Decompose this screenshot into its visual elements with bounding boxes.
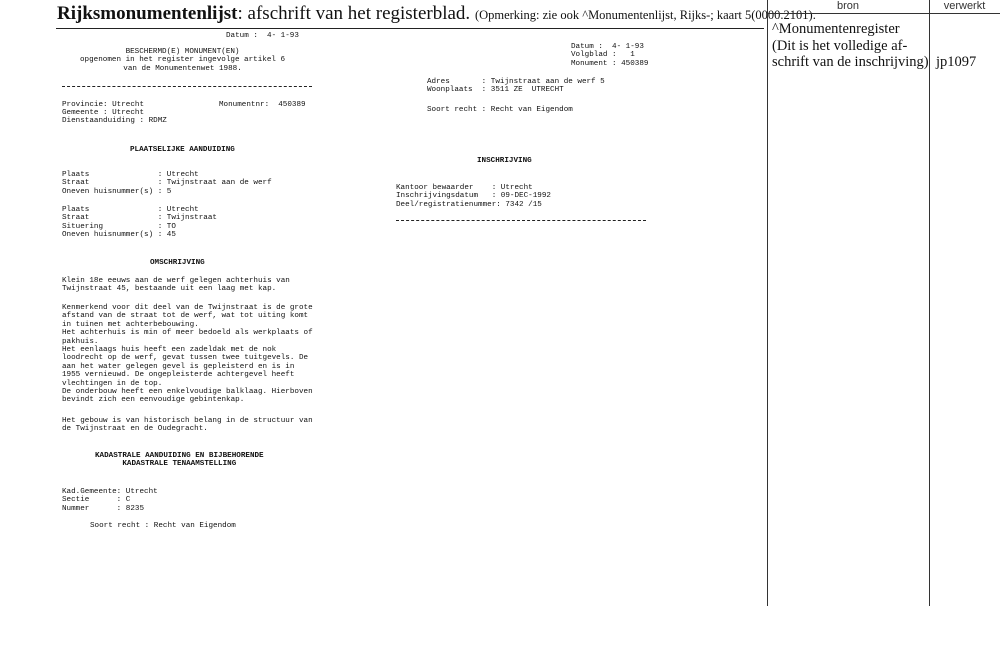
adres-block: Adres : Twijnstraat aan de werf 5 Woonplaats : 3511 ZE UTRECHT [427,78,605,95]
right-header-block: Datum : 4- 1-93 Volgblad : 1 Monument : 450389 [571,43,649,68]
plaatselijke-block-1: Plaats : Utrecht Straat : Twijnstraat aan de werf Oneven huisnummer(s) : 5 [62,171,272,196]
kadastrale-block: Kad.Gemeente: Utrecht Sectie : C Nummer : 8235 [62,488,158,513]
right-separator [396,220,646,221]
bron-text: ^Monumentenregister (Dit is het volledige af- schrift van de inschrijving) [772,21,929,70]
left-separator [62,86,312,87]
omschrijving-p1: Klein 18e eeuws aan de werf gelegen achterhuis van Twijnstraat 45, bestaande uit een laag met kap. [62,277,290,294]
plaatselijke-title: PLAATSELIJKE AANDUIDING [130,146,235,154]
title-note: (Opmerking: zie ook ^Monumentenlijst, Rijks-; kaart 5(0000.2101). [474,8,816,22]
kadastrale-title: KADASTRALE AANDUIDING EN BIJBEHORENDE KADASTRALE TENAAMSTELLING [95,452,264,469]
monumentnr: Monumentnr: 450389 [219,101,306,109]
column-divider-bron [767,0,768,606]
title-bold: Rijksmonumentenlijst [57,3,238,24]
page-title [57,3,816,25]
plaatselijke-block-2: Plaats : Utrecht Straat : Twijnstraat Situering : TO Oneven huisnummer(s) : 45 [62,206,217,240]
column-divider-verwerkt [929,0,930,606]
omschrijving-p2: Kenmerkend voor dit deel van de Twijnstraat is de grote afstand van de straat tot de werf, wat tot uiting komt in tuinen met achterbebouwing. Het achterhuis is min of meer bedoeld als werkplaats of pakhuis. Het eenlaags huis heeft een zadeldak met de nok loodrecht op de werf, gevat tussen twee tuitgevels. De aan het water gelegen gevel is gepleisterd en is in 1955 vernieuwd. De ongepleisterde achtergevel heeft vlechtingen in de top. De onderbouw heeft een enkelvoudige balklaag. Hierboven bevindt zich een eenvoudige gebintenkap. [62,304,313,405]
column-header-verwerkt: verwerkt [943,0,986,12]
inschrijving-title: INSCHRIJVING [477,157,532,165]
register-heading: BESCHERMD(E) MONUMENT(EN) opgenomen in het register ingevolge artikel 6 van de Monumentenwet 1988. [80,48,286,73]
gemeente-dienst: Gemeente : Utrecht Dienstaanduiding : RDMZ [62,109,167,126]
omschrijving-p3: Het gebouw is van historisch belang in de structuur van de Twijnstraat en de Oudegracht. [62,417,313,434]
column-header-bron: bron [836,0,860,12]
omschrijving-title: OMSCHRIJVING [150,259,205,267]
provincie: Provincie: Utrecht [62,101,145,109]
title-underline [56,28,764,29]
left-datum: Datum : 4- 1-93 [226,32,299,40]
verwerkt-text: jp1097 [936,54,977,70]
left-soort-recht: Soort recht : Recht van Eigendom [90,522,236,530]
inschrijving-block: Kantoor bewaarder : Utrecht Inschrijvingsdatum : 09-DEC-1992 Deel/registratienummer: 7342 /15 [396,184,551,209]
right-soort-recht: Soort recht : Recht van Eigendom [427,106,573,114]
title-rest: : afschrift van het registerblad. [237,3,471,24]
column-header-line [767,13,1000,14]
